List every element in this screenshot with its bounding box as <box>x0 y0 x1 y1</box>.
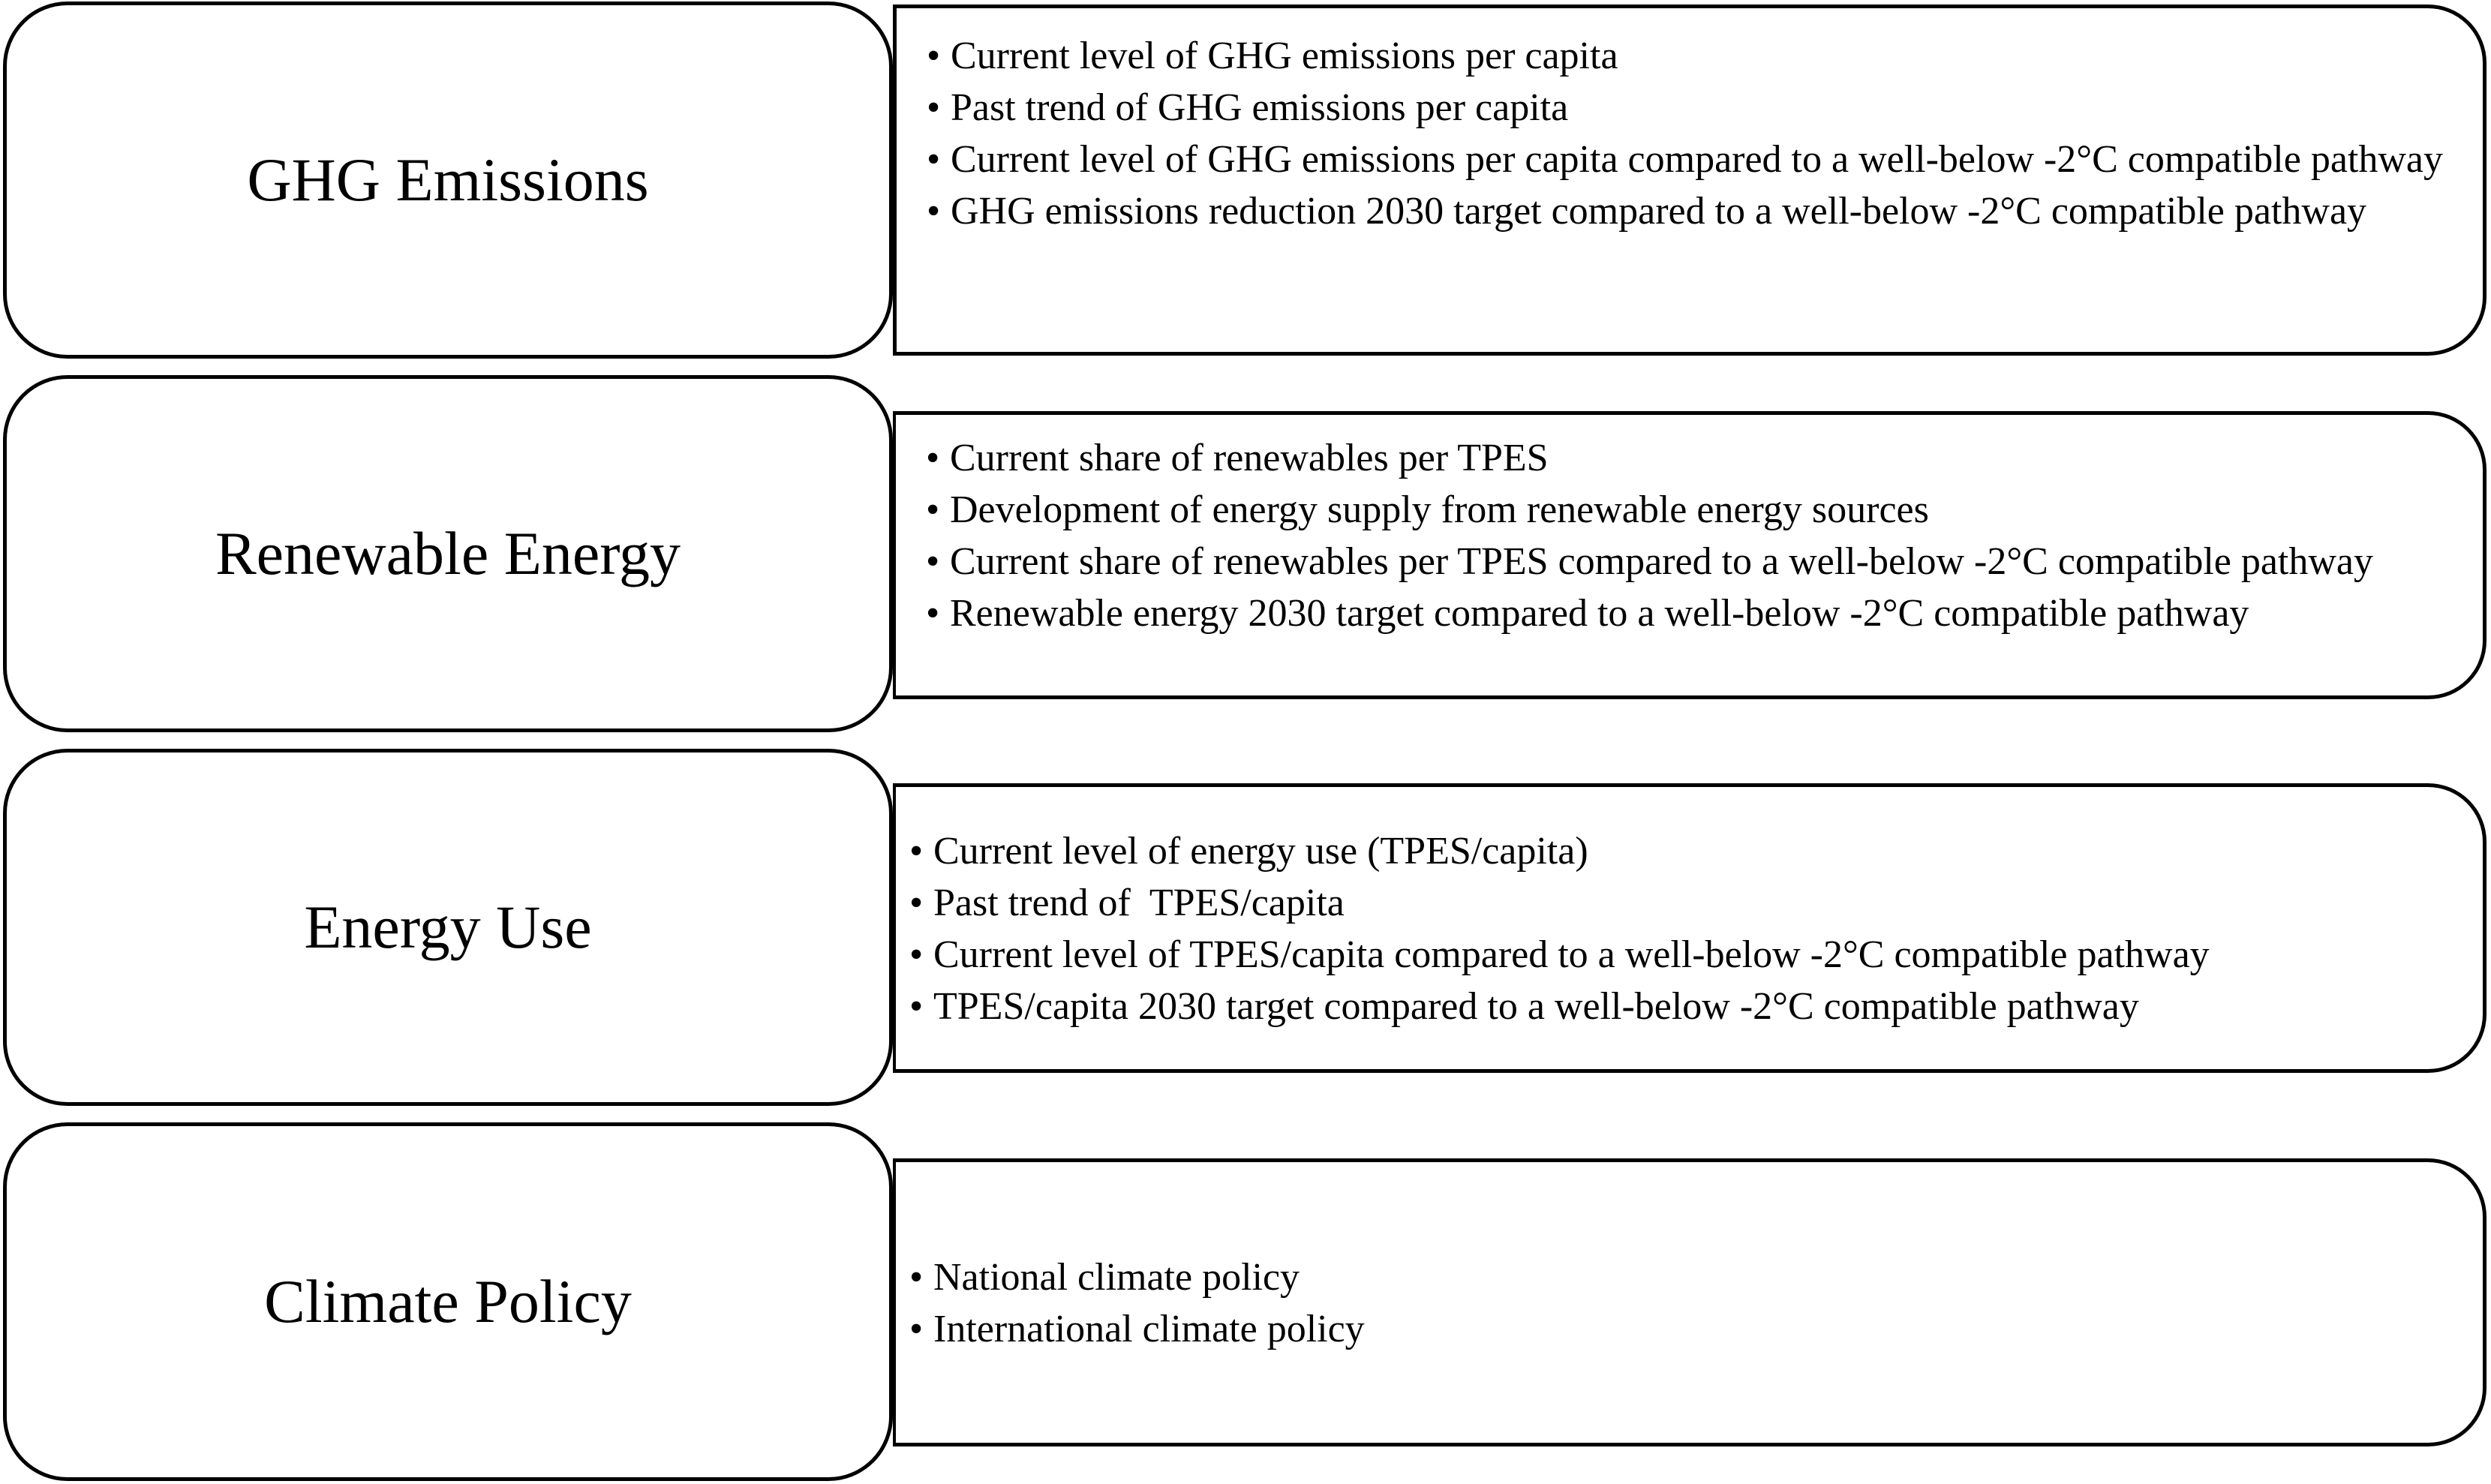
bullet-icon: • <box>927 35 941 77</box>
list-item: • Current share of renewables per TPES <box>926 437 1549 479</box>
list-item: • International climate policy <box>909 1308 1365 1350</box>
indicator-list-ghg-emissions <box>927 34 2465 241</box>
detail-box-climate-policy <box>893 1158 2486 1446</box>
bullet-icon: • <box>927 190 941 233</box>
detail-box-renewable-energy <box>893 411 2486 699</box>
category-box-ghg-emissions <box>3 2 893 359</box>
list-item: • Current share of renewables per TPES compared to a well-below -2°C compatible pathway <box>926 540 2374 583</box>
list-item: • National climate policy <box>909 1256 1300 1299</box>
list-item: • Past trend of GHG emissions per capita <box>927 86 1569 129</box>
list-item: • Current level of GHG emissions per capita <box>927 35 1618 77</box>
category-title-renewable-energy: Renewable Energy <box>215 519 681 587</box>
category-title-ghg-emissions: GHG Emissions <box>247 146 649 214</box>
indicator-list-climate-policy <box>909 1255 2462 1359</box>
list-item: • Current level of energy use (TPES/capita) <box>909 830 1588 873</box>
bullet-icon: • <box>909 830 924 873</box>
bullet-icon: • <box>926 437 940 479</box>
list-item: • Renewable energy 2030 target compared to a well-below -2°C compatible pathway <box>926 592 2249 635</box>
bullet-icon: • <box>909 985 924 1028</box>
list-item: • Current level of GHG emissions per capita compared to a well-below -2°C compatible pathway <box>927 138 2443 181</box>
bullet-icon: • <box>927 138 941 181</box>
bullet-icon: • <box>909 1256 924 1299</box>
category-title-climate-policy: Climate Policy <box>264 1267 632 1335</box>
indicator-list-energy-use <box>909 829 2462 1036</box>
list-item: • GHG emissions reduction 2030 target compared to a well-below -2°C compatible pathway <box>927 190 2367 233</box>
bullet-icon: • <box>926 540 940 583</box>
indicator-list-renewable-energy <box>926 436 2464 643</box>
list-item: • Current level of TPES/capita compared to a well-below -2°C compatible pathway <box>909 933 2210 976</box>
bullet-icon: • <box>926 488 940 531</box>
bullet-icon: • <box>909 882 924 924</box>
bullet-icon: • <box>909 933 924 976</box>
list-item: • TPES/capita 2030 target compared to a well-below -2°C compatible pathway <box>909 985 2139 1028</box>
list-item: • Development of energy supply from renewable energy sources <box>926 488 1929 531</box>
category-box-energy-use <box>3 749 893 1106</box>
bullet-icon: • <box>927 86 941 129</box>
detail-box-energy-use <box>893 783 2486 1073</box>
detail-box-ghg-emissions <box>893 5 2486 356</box>
category-title-energy-use: Energy Use <box>304 893 592 961</box>
category-box-climate-policy <box>3 1122 893 1481</box>
bullet-icon: • <box>909 1308 924 1350</box>
list-item: • Past trend of TPES/capita <box>909 882 1345 924</box>
category-box-renewable-energy <box>3 375 893 732</box>
bullet-icon: • <box>926 592 940 635</box>
